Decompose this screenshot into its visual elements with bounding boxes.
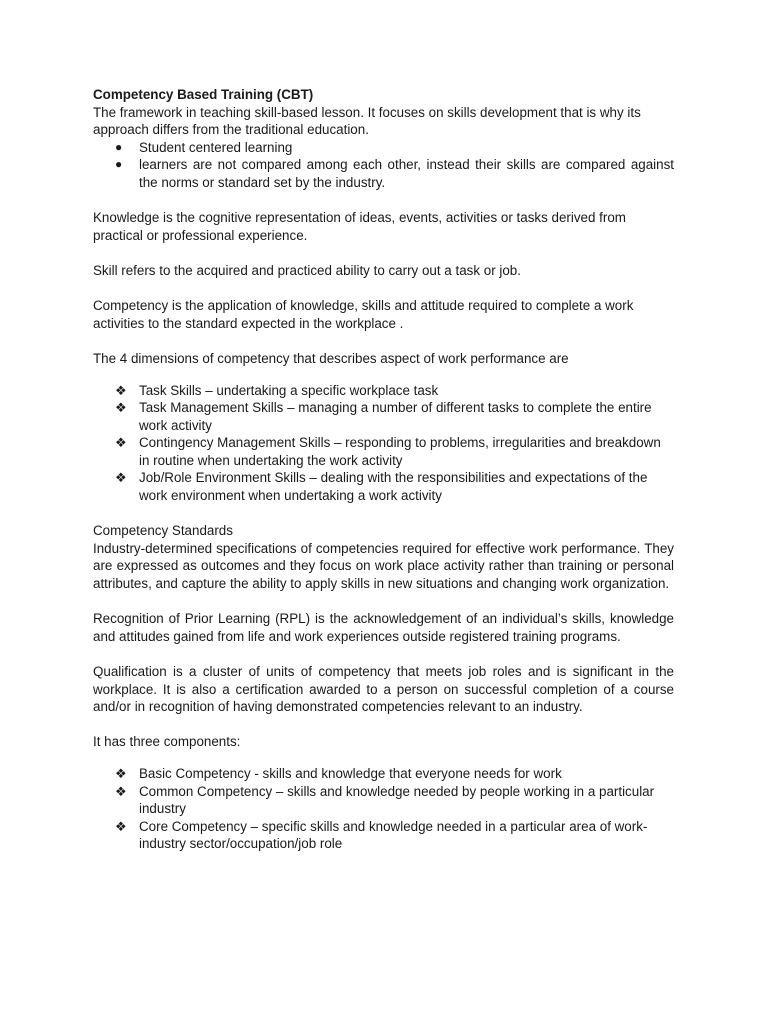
diamond-bullet-icon: ❖ bbox=[115, 783, 127, 799]
rpl-paragraph: Recognition of Prior Learning (RPL) is the acknowledgement of an individual’s skills, knowledge and attitudes gained from life and work experiences outside registered training programs. bbox=[93, 611, 674, 644]
components-intro: It has three components: bbox=[93, 734, 241, 750]
dimensions-list bbox=[93, 382, 674, 505]
list-item-text: Contingency Management Skills – responding to problems, irregularities and breakdown in routine when undertaking the work activity bbox=[139, 435, 661, 468]
intro-paragraph: The framework in teaching skill-based lesson. It focuses on skills development that is why its approach differs from the traditional education. bbox=[93, 104, 641, 138]
components-list bbox=[93, 765, 674, 853]
list-item bbox=[93, 765, 674, 783]
list-item-text: Core Competency – specific skills and knowledge needed in a particular area of work-industry sector/occupation/job role bbox=[139, 818, 648, 852]
competency-paragraph: Competency is the application of knowledge, skills and attitude required to complete a work activities to the standard expected in the workplace . bbox=[93, 298, 634, 331]
list-item bbox=[93, 434, 674, 469]
document-page bbox=[93, 86, 674, 853]
diamond-bullet-icon: ❖ bbox=[115, 400, 127, 416]
list-item-text: Basic Competency - skills and knowledge that everyone needs for work bbox=[139, 765, 562, 781]
list-item-text: Student centered learning bbox=[139, 139, 293, 155]
qualification-paragraph: Qualification is a cluster of units of competency that meets job roles and is significant in the workplace. It is also a certification awarded to a person on successful completion of a course and/or in recognition of having demonstrated competencies relevant to an industry. bbox=[93, 664, 674, 715]
knowledge-paragraph: Knowledge is the cognitive representation of ideas, events, activities or tasks derived from practical or professional experience. bbox=[93, 210, 626, 243]
list-item bbox=[93, 156, 674, 191]
diamond-bullet-icon: ❖ bbox=[115, 818, 127, 834]
diamond-bullet-icon: ❖ bbox=[115, 382, 127, 398]
bullet-icon: ● bbox=[115, 139, 123, 154]
diamond-bullet-icon: ❖ bbox=[115, 470, 127, 486]
cbt-bullet-list bbox=[93, 139, 674, 192]
list-item bbox=[93, 382, 674, 400]
list-item bbox=[93, 399, 674, 434]
list-item-text: Task Skills – undertaking a specific workplace task bbox=[139, 382, 439, 398]
standards-heading: Competency Standards bbox=[93, 523, 233, 539]
diamond-bullet-icon: ❖ bbox=[115, 435, 127, 451]
list-item-text: Common Competency – skills and knowledge needed by people working in a particular industry bbox=[139, 783, 655, 817]
skill-paragraph: Skill refers to the acquired and practiced ability to carry out a task or job. bbox=[93, 262, 521, 278]
list-item bbox=[93, 139, 674, 157]
list-item bbox=[93, 469, 674, 504]
list-item-text: Job/Role Environment Skills – dealing with the responsibilities and expectations of the work environment when undertaking a work activity bbox=[139, 470, 648, 504]
list-item-text: learners are not compared among each other, instead their skills are compared against the norms or standard set by the industry. bbox=[139, 157, 674, 190]
standards-paragraph: Industry-determined specifications of competencies required for effective work performance. They are expressed as outcomes and they focus on work place activity rather than training or personal attributes, and capture the ability to apply skills in new situations and changing work organization. bbox=[93, 540, 674, 592]
document-title: Competency Based Training (CBT) bbox=[93, 87, 314, 102]
list-item-text: Task Management Skills – managing a number of different tasks to complete the entire work activity bbox=[139, 400, 652, 433]
diamond-bullet-icon: ❖ bbox=[115, 765, 127, 781]
dimensions-intro: The 4 dimensions of competency that describes aspect of work performance are bbox=[93, 350, 569, 366]
list-item bbox=[93, 818, 674, 853]
list-item bbox=[93, 783, 674, 818]
bullet-icon: ● bbox=[115, 157, 123, 172]
